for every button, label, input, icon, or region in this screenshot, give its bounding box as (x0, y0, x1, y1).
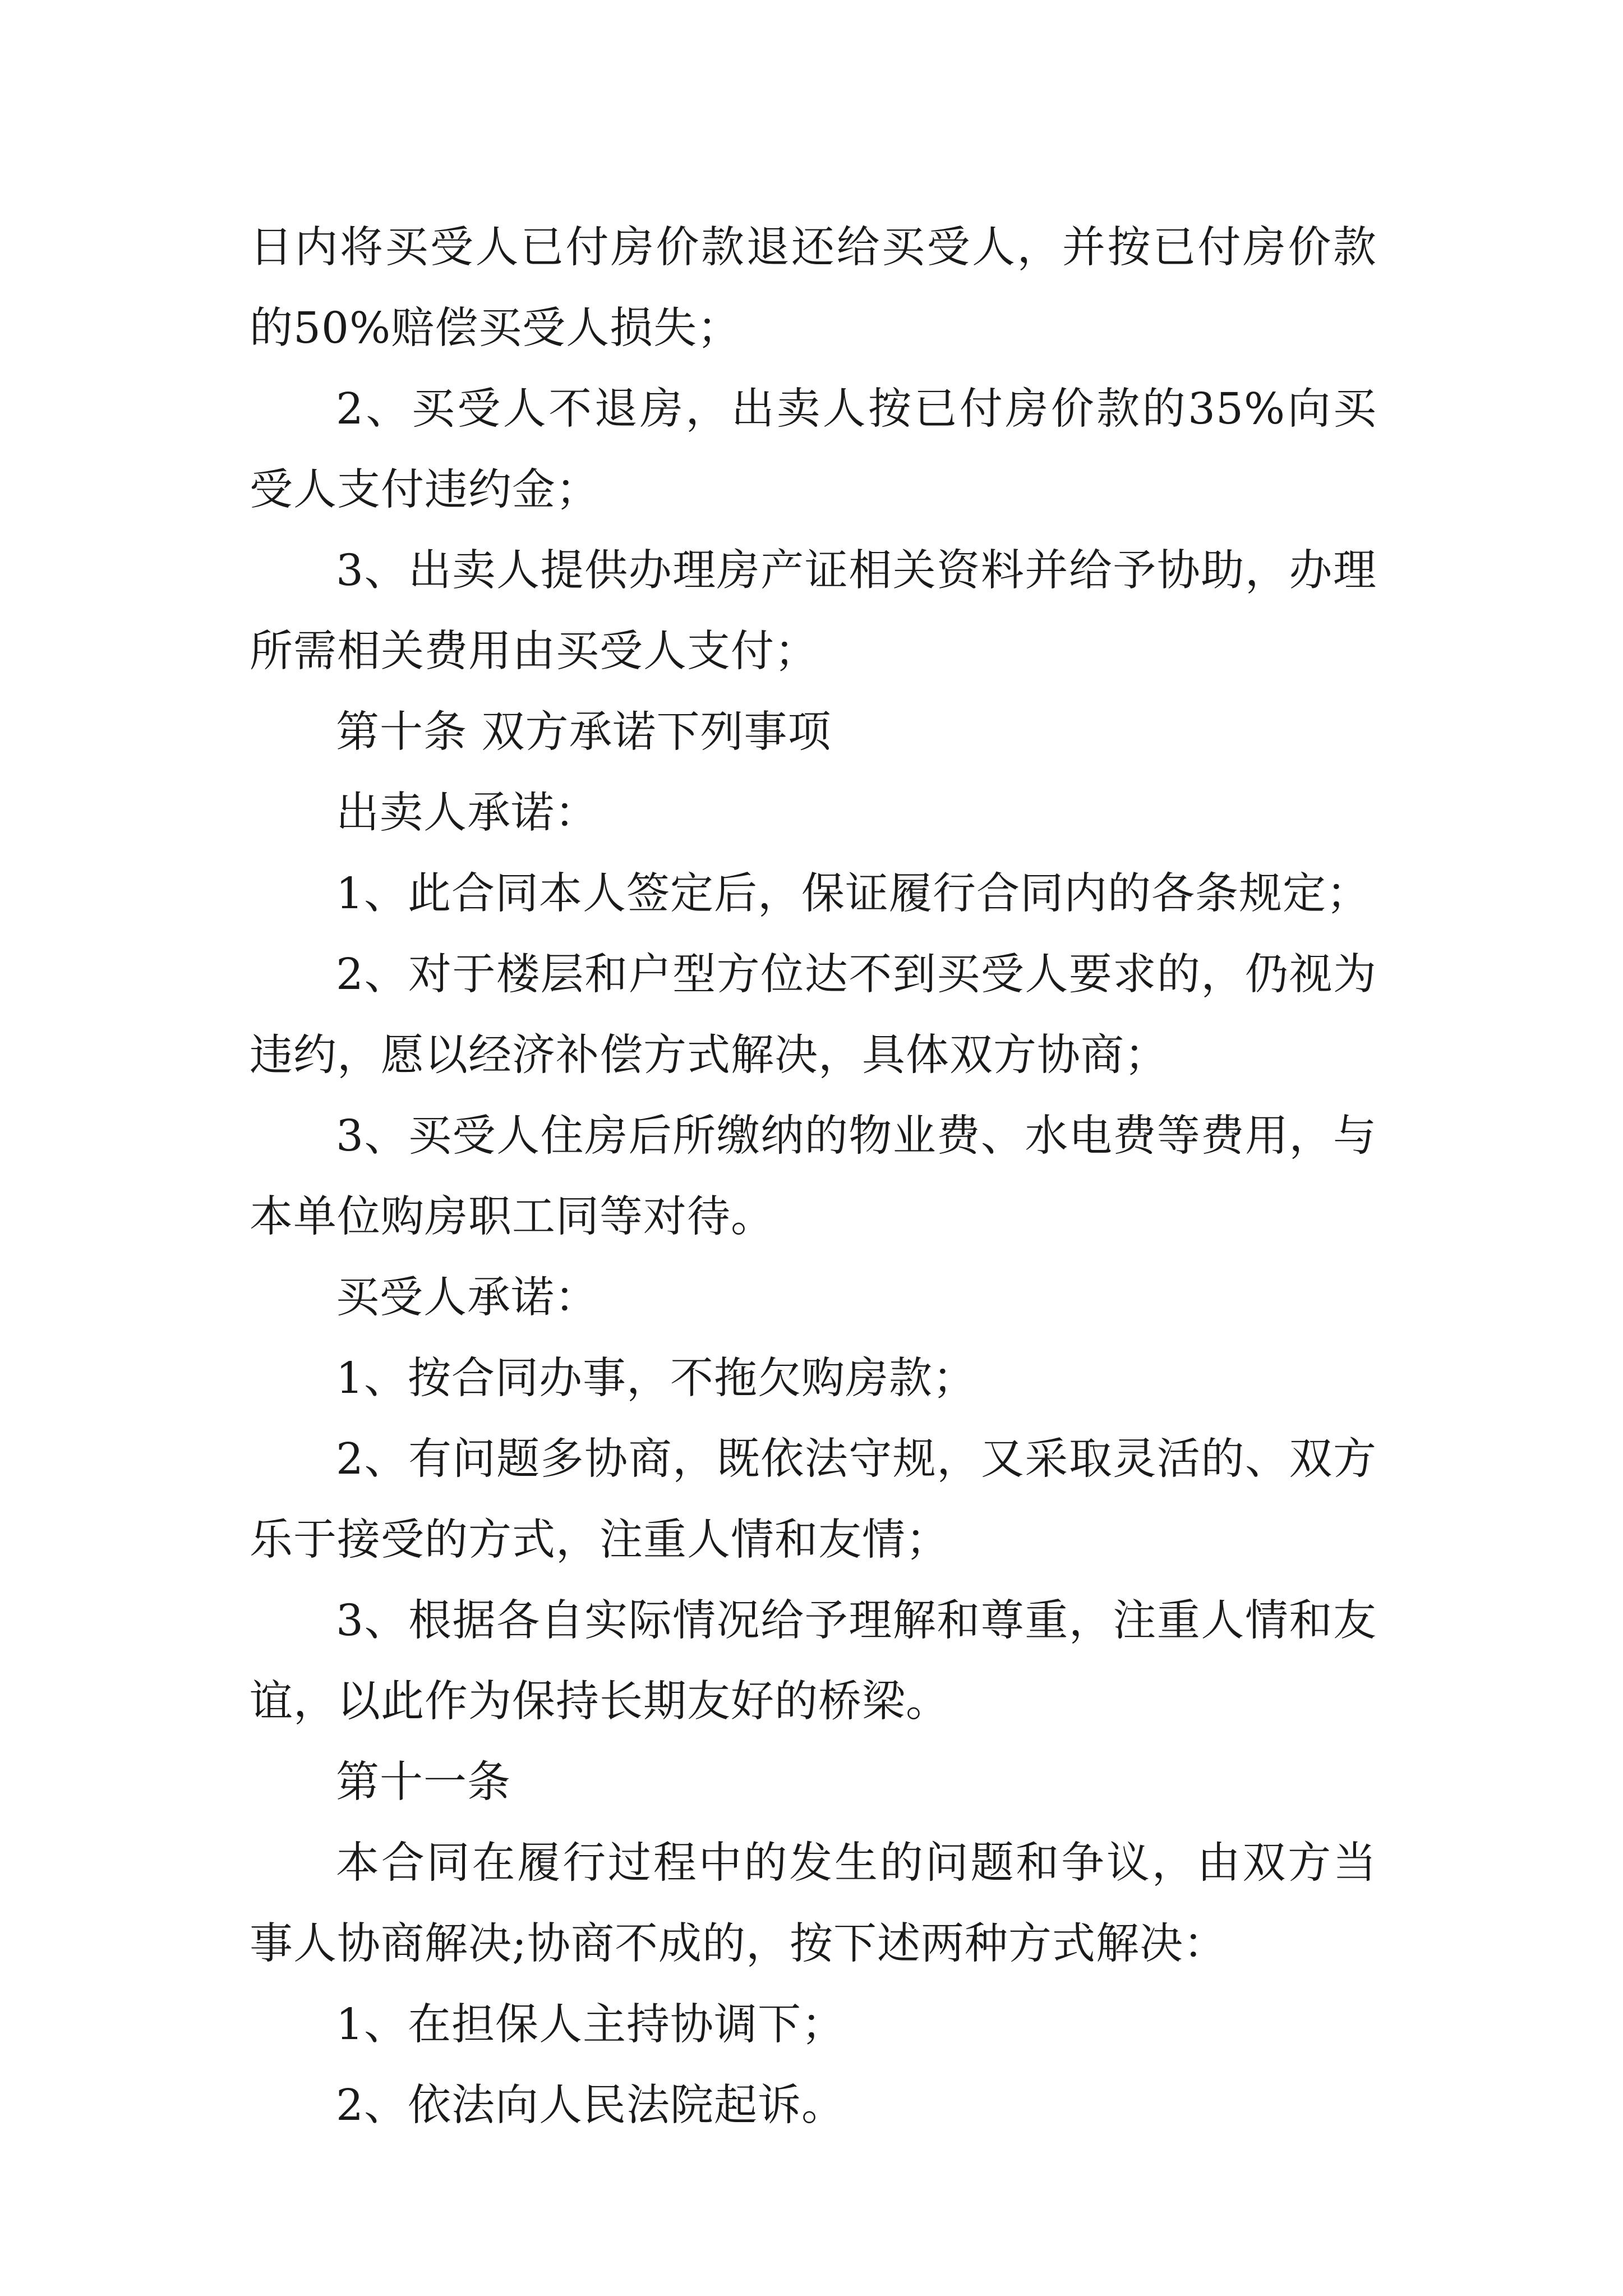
seller-commitments-heading: 出卖人承诺： (336, 788, 598, 838)
buyer-commitment-1: 1、按合同办事，不拖欠购房款； (336, 1354, 976, 1404)
buyer-commitment-3: 3、根据各自实际情况给予理解和尊重，注重人情和友谊，以此作为保持长期友好的桥梁。 (250, 1596, 1377, 1727)
paragraph-breach-item-3: 3、出卖人提供办理房产证相关资料并给予协助，办理所需相关费用由买受人支付； (250, 546, 1377, 677)
paragraph-continuation: 日内将买受人已付房价款退还给买受人，并按已付房价款的50%赔偿买受人损失； (250, 223, 1377, 353)
seller-commitment-1: 1、此合同本人签定后，保证履行合同内的各条规定； (336, 869, 1370, 919)
dispute-option-2: 2、依法向人民法院起诉。 (336, 2081, 845, 2131)
document-body (250, 208, 1377, 2146)
seller-commitment-3: 3、买受人住房后所缴纳的物业费、水电费等费用，与本单位购房职工同等对待。 (250, 1111, 1377, 1242)
buyer-commitment-2: 2、有问题多协商，既依法守规，又采取灵活的、双方乐于接受的方式，注重人情和友情； (250, 1434, 1377, 1565)
article-11-body: 本合同在履行过程中的发生的问题和争议，由双方当事人协商解决;协商不成的，按下述两种方式解决： (250, 1838, 1377, 1969)
seller-commitment-2: 2、对于楼层和户型方位达不到买受人要求的，仍视为违约，愿以经济补偿方式解决，具体双方协商； (250, 950, 1377, 1080)
article-11-heading: 第十一条 (336, 1757, 511, 1807)
article-10-heading: 第十条 双方承诺下列事项 (336, 707, 832, 757)
paragraph-breach-item-2: 2、买受人不退房，出卖人按已付房价款的35%向买受人支付违约金； (250, 384, 1377, 515)
dispute-option-1: 1、在担保人主持协调下； (336, 2000, 845, 2050)
buyer-commitments-heading: 买受人承诺： (336, 1273, 598, 1323)
